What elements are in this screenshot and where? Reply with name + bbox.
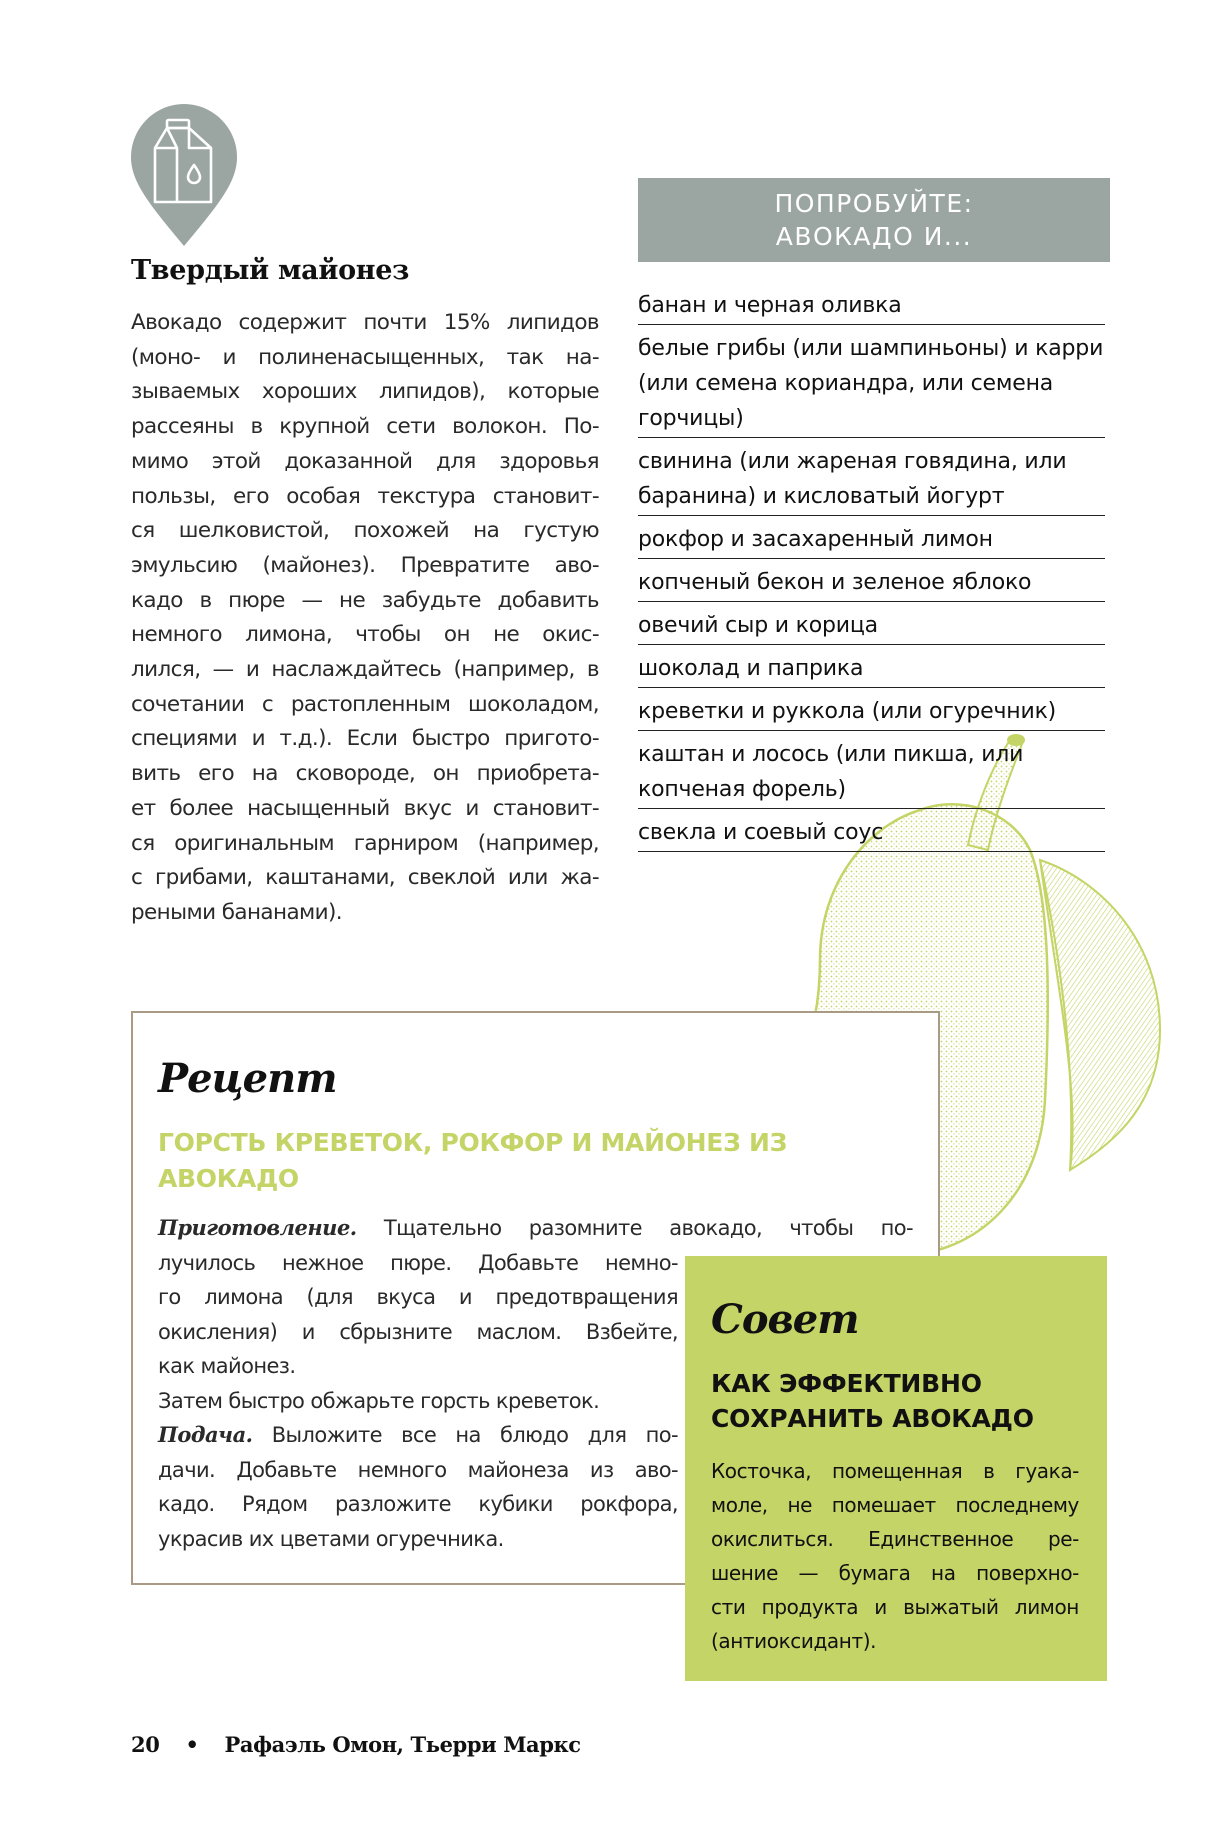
body-line: вить его на сковороде, он приобрета- (131, 761, 599, 787)
recipe-line: окисления) и сбрызните маслом. Взбейте, (158, 1319, 678, 1344)
page-number: 20 (131, 1732, 160, 1757)
recipe-line: го лимона (для вкуса и предотвращения (158, 1285, 678, 1309)
try-header-line-1: ПОПРОБУЙТЕ: (774, 189, 974, 218)
recipe-line: лучилось нежное пюре. Добавьте немно- (158, 1250, 678, 1275)
recipe-line: как майонез. (158, 1354, 296, 1378)
recipe-line (158, 1418, 678, 1453)
body-line: сочетании с растопленным шоколадом, (131, 691, 599, 717)
body-line: (моно- и полиненасыщенных, так на- (131, 344, 599, 370)
tip-script-title: Совет (711, 1296, 859, 1343)
recipe-name: ГОРСТЬ КРЕВЕТОК, РОКФОР И МАЙОНЕЗ ИЗ АВОКАДО (158, 1128, 788, 1193)
body-line: лился, — и наслаждайтесь (например, в (131, 657, 599, 683)
tip-text (711, 1454, 1079, 1658)
tip-line: Косточка, помещенная в гуака- (711, 1459, 1079, 1483)
pairing-list (638, 288, 1105, 858)
recipe-line: кадо. Рядом разложите кубики рокфора, (158, 1492, 678, 1516)
body-line: эмульсию (майонез). Превратите аво- (131, 552, 599, 578)
body-line: зываемых хороших липидов), которые (131, 379, 599, 405)
pairing-item: банан и черная оливка (638, 288, 1105, 325)
tip-line: шение — бумага на поверхно- (711, 1561, 1079, 1585)
recipe-line: Затем быстро обжарьте горсть креветок. (158, 1388, 600, 1413)
body-line: ся шелковистой, похожей на густую (131, 518, 599, 544)
body-line: Авокадо содержит почти 15% липидов (131, 310, 599, 335)
body-line: специями и т.д.). Если быстро пригото- (131, 726, 599, 752)
pairing-item: копченый бекон и зеленое яблоко (638, 565, 1105, 602)
pairing-item: свинина (или жареная говядина, или баранина) и кисловатый йогурт (638, 444, 1105, 516)
pairing-item: белые грибы (или шампиньоны) и карри (или семена кориандра, или семена горчицы) (638, 331, 1105, 438)
body-line: реными бананами). (131, 899, 343, 925)
tip-line: (антиоксидант). (711, 1629, 877, 1653)
section-body (131, 306, 599, 931)
body-line: пользы, его особая текстура становит- (131, 483, 599, 509)
milk-carton-pin-icon (131, 104, 237, 246)
page-footer (131, 1732, 581, 1757)
prep-text: Тщательно разомните авокадо, чтобы по- (356, 1216, 913, 1240)
pairing-item: свекла и соевый соус (638, 815, 1105, 852)
tip-line: моле, не помешает последнему (711, 1493, 1079, 1517)
tip-line: сти продукта и выжатый лимон (711, 1595, 1079, 1619)
section-title: Твердый майонез (131, 255, 410, 286)
body-line: ет более насыщенный вкус и становит- (131, 795, 599, 821)
tip-box (685, 1256, 1107, 1681)
body-line: немного лимона, чтобы он не окис- (131, 622, 599, 648)
body-line: ся оригинальным гарниром (например, (131, 830, 599, 856)
try-header-line-2: АВОКАДО И... (775, 222, 973, 251)
body-line: с грибами, каштанами, свеклой или жа- (131, 865, 599, 891)
try-box-header (638, 178, 1110, 262)
footer-separator: • (185, 1732, 199, 1757)
serve-label: Подача. (158, 1422, 253, 1447)
recipe-line: украсив их цветами огуречника. (158, 1526, 504, 1551)
body-line: кадо в пюре — не забудьте добавить (131, 587, 599, 613)
body-line: рассеяны в крупной сети волокон. По- (131, 414, 599, 440)
pairing-item: рокфор и засахаренный лимон (638, 522, 1105, 559)
body-line: мимо этой доказанной для здоровья (131, 448, 599, 474)
footer-authors: Рафаэль Омон, Тьерри Маркс (224, 1732, 581, 1757)
tip-heading: КАК ЭФФЕКТИВНО СОХРАНИТЬ АВОКАДО (711, 1369, 1034, 1433)
pairing-item: креветки и руккола (или огуречник) (638, 694, 1105, 731)
recipe-line: дачи. Добавьте немного майонеза из аво- (158, 1457, 678, 1482)
pairing-item: каштан и лосось (или пикша, или копченая форель) (638, 737, 1105, 809)
tip-line: окислиться. Единственное ре- (711, 1527, 1079, 1551)
pairing-item: овечий сыр и корица (638, 608, 1105, 645)
recipe-script-title: Рецепт (158, 1055, 337, 1102)
recipe-line (158, 1211, 913, 1246)
serve-text: Выложите все на блюдо для по- (252, 1423, 678, 1447)
prep-label: Приготовление. (158, 1215, 357, 1240)
pairing-item: шоколад и паприка (638, 651, 1105, 688)
